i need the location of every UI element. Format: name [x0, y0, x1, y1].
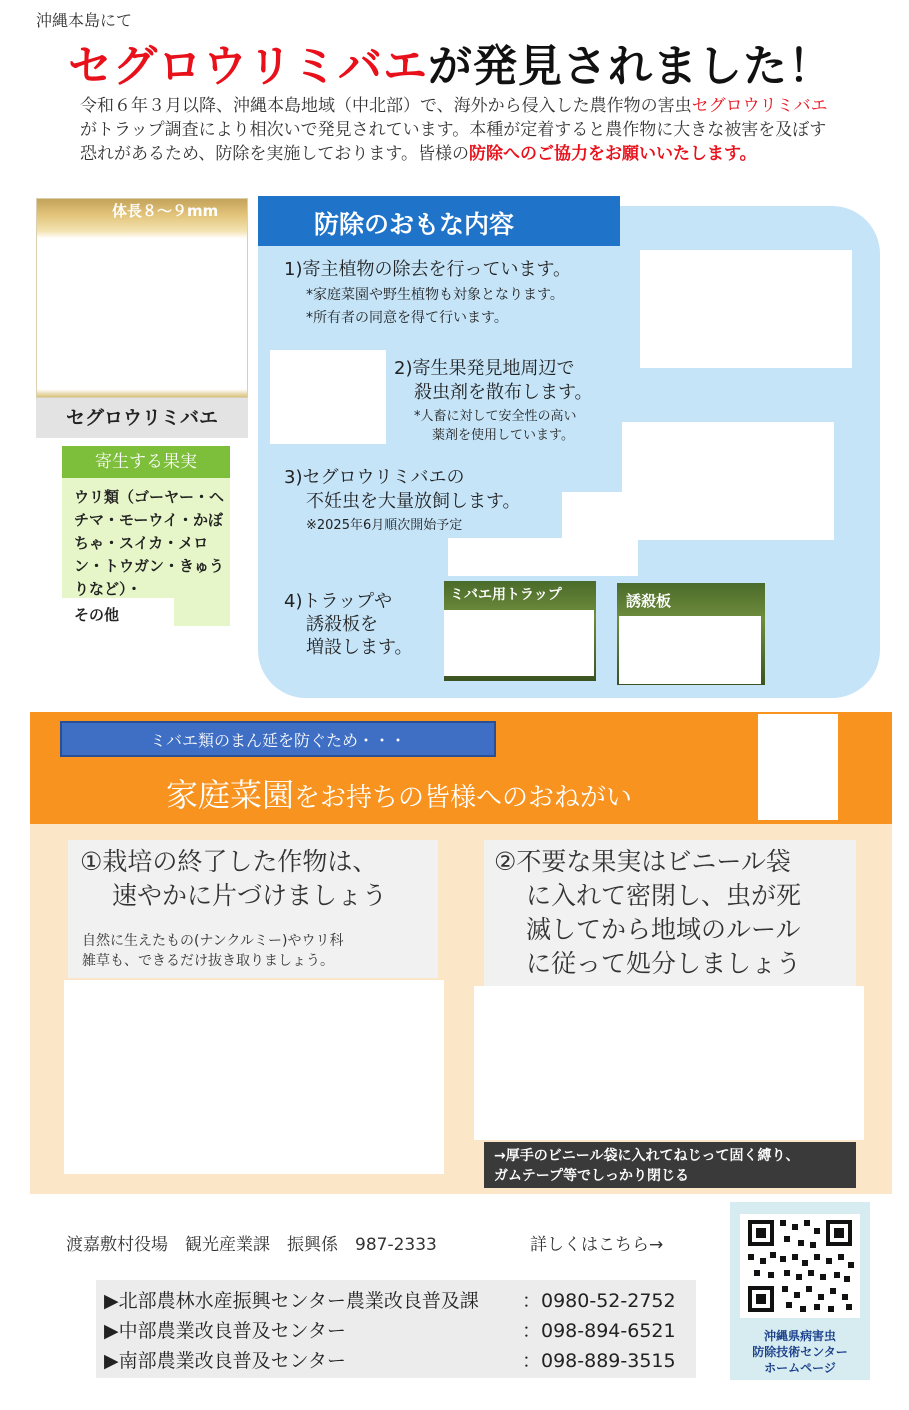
intro-part1: 令和６年３月以降、沖縄本島地域（中北部）で、海外から侵入した農作物の害虫	[80, 96, 692, 116]
fly-size-label: 体長８～９mm	[112, 202, 219, 220]
fly-name: セグロウリミバエ	[36, 398, 248, 438]
control-item-2b: 殺虫剤を散布します。	[414, 382, 593, 403]
garden-card-1-line-2: 速やかに片づけましょう	[112, 881, 388, 910]
garden-title	[166, 770, 632, 816]
garden-card-2-line-3: 滅してから地域のルール	[526, 915, 801, 944]
trap-photo-label: ミバエ用トラップ	[450, 587, 562, 603]
center-central-tel: ：098-894-6521	[522, 1320, 676, 1342]
control-item-1: 1)寄主植物の除去を行っています。	[284, 259, 572, 280]
intro-text	[80, 94, 840, 166]
garden-image-placeholder	[758, 714, 838, 820]
image-placeholder-4	[562, 492, 624, 538]
garden-card-1-image	[64, 980, 444, 1174]
bag-caption	[484, 1142, 856, 1188]
garden-card-2-line-1: ②不要な果実はビニール袋	[494, 847, 791, 876]
board-photo-label: 誘殺板	[626, 592, 672, 610]
qr-code-icon[interactable]	[740, 1214, 860, 1318]
garden-card-1-note-1: 自然に生えたもの(ナンクルミー)やウリ科	[82, 933, 344, 949]
control-item-2-note-1: *人畜に対して安全性の高い	[414, 409, 577, 424]
garden-title-main: 家庭菜園	[166, 776, 295, 814]
qr-label	[732, 1328, 868, 1376]
host-fruit-title: 寄生する果実	[62, 446, 230, 478]
board-photo-mask	[619, 616, 761, 684]
control-item-2-note-2: 薬剤を使用しています。	[432, 428, 574, 443]
center-north-name: ▶北部農林水産振興センター農業改良普及課	[104, 1290, 479, 1312]
fly-photo	[36, 198, 248, 398]
control-item-3-note: ※2025年6月順次開始予定	[306, 518, 463, 533]
control-item-3b: 不妊虫を大量放飼します。	[306, 491, 521, 512]
bag-caption-line-1: →厚手のビニール袋に入れてねじって固く縛り、	[494, 1148, 800, 1164]
image-placeholder-5	[448, 538, 638, 576]
qr-label-line-1: 沖縄県病害虫	[763, 1329, 836, 1343]
control-item-1-note-2: *所有者の同意を得て行います。	[306, 310, 508, 326]
center-south-name: ▶南部農業改良普及センター	[104, 1350, 346, 1372]
control-item-2a: 2)寄生果発見地周辺で	[394, 358, 575, 379]
qr-label-line-3: ホームページ	[764, 1361, 836, 1375]
control-panel-title: 防除のおもな内容	[258, 196, 620, 246]
garden-title-sub: をお持ちの皆様へのおねがい	[294, 783, 633, 813]
control-item-4c: 増設します。	[306, 637, 413, 658]
image-placeholder-2	[270, 350, 386, 444]
image-placeholder-3	[622, 422, 834, 540]
intro-part2: がトラップ調査により相次いで発見されています。本種が定着すると農作物に大きな被害を及ぼす恐れがあるため、防除を実施しております。皆様の	[80, 120, 827, 164]
garden-card-1-line-1: ①栽培の終了した作物は、	[80, 847, 378, 876]
more-info-link[interactable]: 詳しくはこちら→	[530, 1235, 664, 1255]
garden-card-2-line-4: に従って処分しましょう	[526, 949, 802, 978]
control-item-4a: 4)トラップや	[284, 591, 393, 612]
garden-tag: ミバエ類のまん延を防ぐため・・・	[60, 721, 496, 757]
village-contact: 渡嘉敷村役場 観光産業課 振興係 987-2333	[66, 1235, 437, 1255]
headline-rest: が発見されました！	[428, 41, 833, 92]
control-item-1-note-1: *家庭菜園や野生植物も対象となります。	[306, 287, 564, 303]
garden-card-2-line-2: に入れて密閉し、虫が死	[526, 881, 802, 910]
qr-label-line-2: 防除技術センター	[752, 1345, 848, 1359]
center-south-tel: ：098-889-3515	[522, 1350, 676, 1372]
host-other: その他	[74, 606, 120, 624]
center-central-name: ▶中部農業改良普及センター	[104, 1320, 346, 1342]
intro-request: 防除へのご協力をお願いいたします。	[468, 144, 757, 164]
control-item-3a: 3)セグロウリミバエの	[284, 467, 465, 488]
intro-species: セグロウリミバエ	[691, 96, 828, 116]
trap-photo-mask	[444, 610, 594, 676]
garden-card-2-image	[474, 986, 864, 1140]
host-fruit-list: ウリ類（ゴーヤー・ヘチマ・モーウイ・かぼちゃ・スイカ・メロン・トウガン・きゅうりなど）・	[74, 488, 225, 598]
garden-card-1-note-2: 雑草も、できるだけ抜き取りましょう。	[82, 953, 334, 969]
headline-species: セグロウリミバエ	[68, 41, 428, 92]
center-north-tel: ：0980-52-2752	[522, 1290, 676, 1312]
bag-caption-line-2: ガムテープ等でしっかり閉じる	[494, 1168, 690, 1184]
image-placeholder-1	[640, 250, 852, 368]
location-subtitle: 沖縄本島にて	[36, 11, 133, 30]
headline	[68, 30, 833, 94]
control-item-4b: 誘殺板を	[306, 614, 378, 635]
